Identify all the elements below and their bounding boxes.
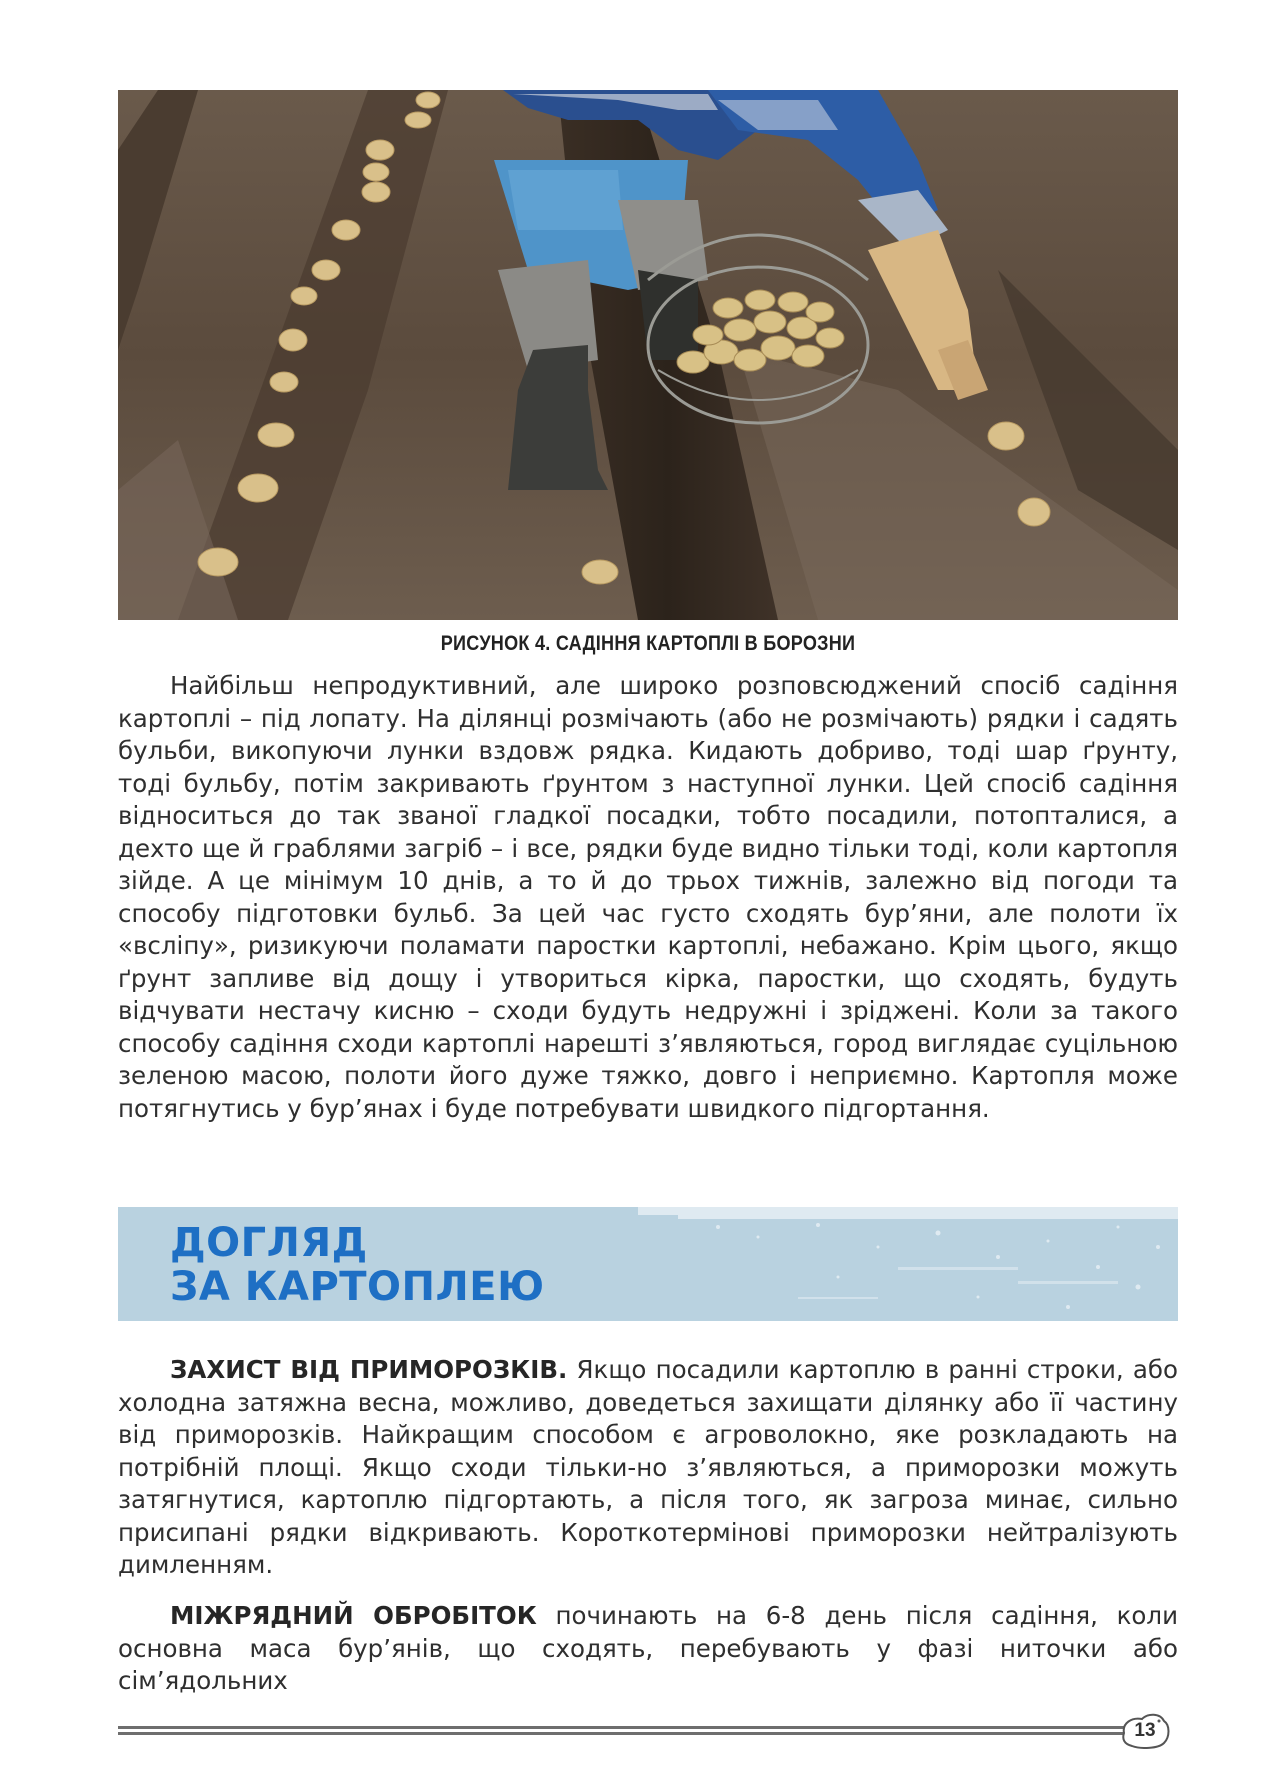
section-banner xyxy=(118,1207,1178,1321)
paragraph-text: починають на 6-8 день після садіння, коли основна маса бур’янів, що сходять, перебувають у фазі ниточки або сім’ядольних xyxy=(118,1601,1179,1695)
paragraph-interrow-cultivation xyxy=(118,1600,1178,1698)
footer-line xyxy=(118,1732,1128,1735)
paragraph-text: Найбільш непродуктивний, але широко розповсюджений спосіб садіння картоплі – під лопату. На ділянці розмічають (або не розмічають) рядки і садять бульби, викопуючи лунки вздовж рядка. Кидають добриво, тоді шар ґрунту, тоді бульбу, потім закривають ґрунтом з наступної лунки. Цей спосіб садіння відноситься до так званої гладкої посадки, тобто посадили, потопталися, а дехто ще й граблями загріб – і все, рядки буде видно тільки тоді, коли картопля зійде. А це мінімум 10 днів, а то й до трьох тижнів, залежно від погоди та способу підготовки бульб. За цей час густо сходять бур’яни, але полоти їх «всліпу», ризикуючи поламати паростки картоплі, небажано. Крім цього, якщо ґрунт запливе від дощу і утвориться кірка, паростки, що сходять, будуть відчувати нестачу кисню – сходи будуть недружні і зріджені. Коли за такого способу садіння сходи картоплі нарешті з’являються, город виглядає суцільною зеленою масою, полоти його дуже тяжко, довго і неприємно. Картопля може потягнутись у бур’янах і буде потребувати швидкого підгортання. xyxy=(118,671,1178,1123)
paragraph-lead: МІЖРЯДНИЙ ОБРОБІТОК xyxy=(170,1601,537,1630)
paragraph-frost-protection xyxy=(118,1354,1178,1582)
paragraph-planting-method xyxy=(118,670,1178,1125)
potato-planting-photo xyxy=(118,90,1178,620)
section-title xyxy=(170,1221,545,1309)
section-title-line-1: ДОГЛЯД xyxy=(170,1220,368,1266)
paragraph-lead: ЗАХИСТ ВІД ПРИМОРОЗКІВ. xyxy=(170,1355,568,1384)
paragraph-text: Якщо посадили картоплю в ранні строки, або холодна затяжна весна, можливо, доведеться захищати ділянку або її частину від приморозків. Найкращим способом є агроволокно, яке розкладають на потрібній площі. Якщо сходи тільки-но з’являються, а приморозки можуть затягнутися, картоплю підгортають, а після того, як загроза минає, сильно присипані рядки відкривають. Короткотермінові приморозки нейтралізують димленням. xyxy=(118,1355,1178,1579)
page-number-badge xyxy=(1118,1711,1172,1751)
footer-line xyxy=(118,1726,1128,1729)
page-number: 13 xyxy=(1134,1720,1156,1741)
section-title-line-2: ЗА КАРТОПЛЕЮ xyxy=(170,1264,545,1310)
figure-caption: РИСУНОК 4. САДІННЯ КАРТОПЛІ В БОРОЗНИ xyxy=(440,632,856,655)
footer-rule xyxy=(118,1726,1128,1738)
